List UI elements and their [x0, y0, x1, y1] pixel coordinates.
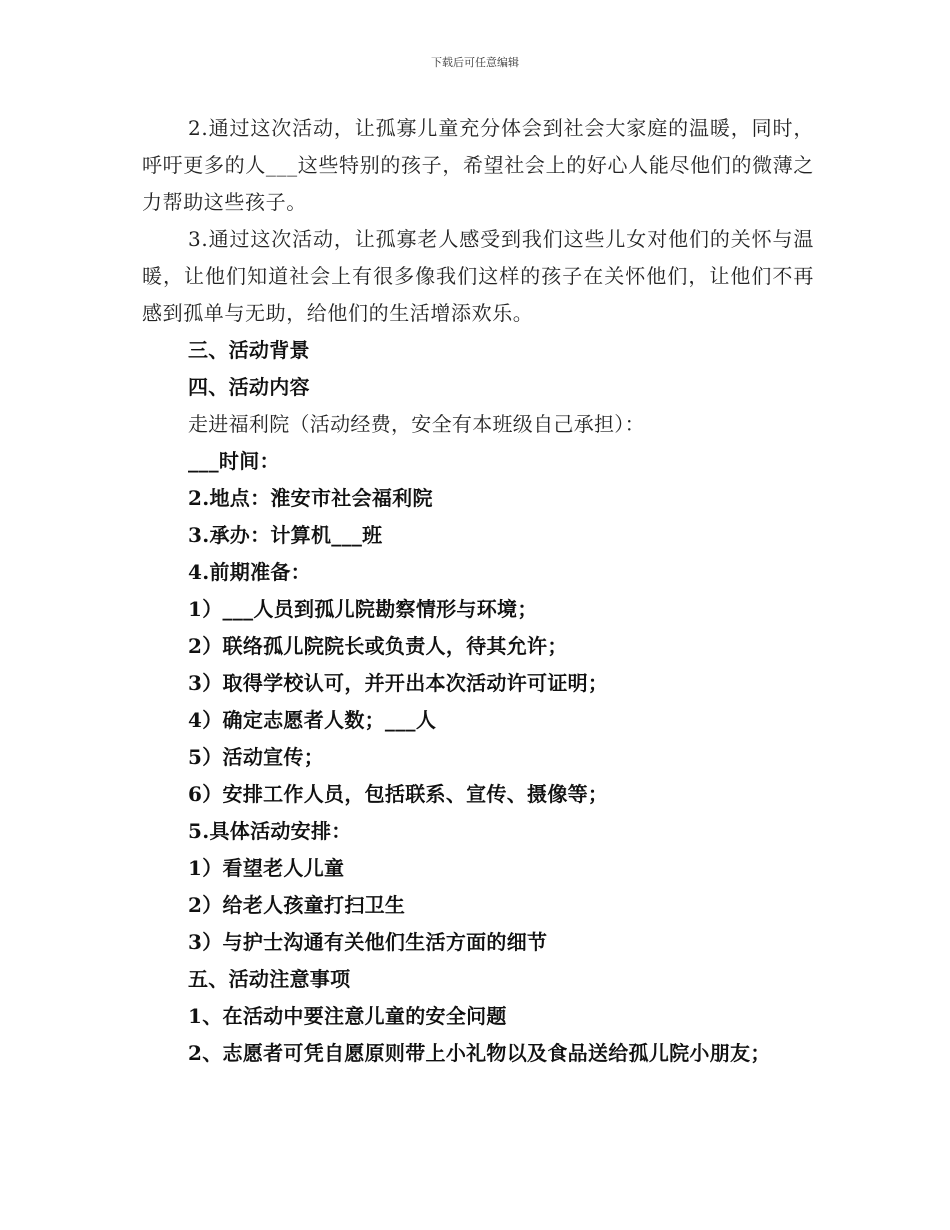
list-item-organizer: 3.承办：计算机___班: [188, 523, 383, 547]
prep-item-4: 4）确定志愿者人数；___人: [188, 708, 437, 732]
document-body: [142, 110, 814, 1072]
paragraph-goal-3: 3.通过这次活动，让孤寡老人感受到我们这些儿女对他们的关怀与温暖，让他们知道社会上有很多像我们这样的孩子在关怀他们，让他们不再感到孤单与无助，给他们的生活增添欢乐。: [142, 227, 814, 325]
page-header: 下载后可任意编辑: [431, 56, 519, 69]
prep-item-6: 6）安排工作人员，包括联系、宣传、摄像等；: [188, 782, 609, 806]
prep-item-5: 5）活动宣传；: [188, 745, 325, 769]
prep-item-3: 3）取得学校认可，并开出本次活动许可证明；: [188, 671, 609, 695]
list-item-schedule: 5.具体活动安排：: [188, 819, 352, 843]
prep-item-2: 2）联络孤儿院院长或负责人，待其允许；: [188, 634, 568, 658]
list-item-preparation: 4.前期准备：: [188, 560, 311, 584]
list-item-time: ___时间：: [188, 449, 280, 473]
list-item-location: 2.地点：淮安市社会福利院: [188, 486, 433, 510]
note-item-1: 1、在活动中要注意儿童的安全问题: [188, 1004, 507, 1028]
prep-item-1: 1）___人员到孤儿院勘察情形与环境；: [188, 597, 538, 621]
section-heading-notes: 五、活动注意事项: [188, 967, 351, 991]
section-heading-content: 四、活动内容: [188, 375, 310, 399]
schedule-item-1: 1）看望老人儿童: [188, 856, 345, 880]
activity-intro: 走进福利院（活动经费，安全有本班级自己承担）：: [188, 412, 645, 436]
paragraph-goal-2: 2.通过这次活动，让孤寡儿童充分体会到社会大家庭的温暖，同时，呼吁更多的人___这些特别的孩子，希望社会上的好心人能尽他们的微薄之力帮助这些孩子。: [142, 116, 814, 214]
schedule-item-2: 2）给老人孩童打扫卫生: [188, 893, 406, 917]
schedule-item-3: 3）与护士沟通有关他们生活方面的细节: [188, 930, 548, 954]
section-heading-background: 三、活动背景: [188, 338, 310, 362]
note-item-2: 2、志愿者可凭自愿原则带上小礼物以及食品送给孤儿院小朋友；: [188, 1041, 771, 1065]
